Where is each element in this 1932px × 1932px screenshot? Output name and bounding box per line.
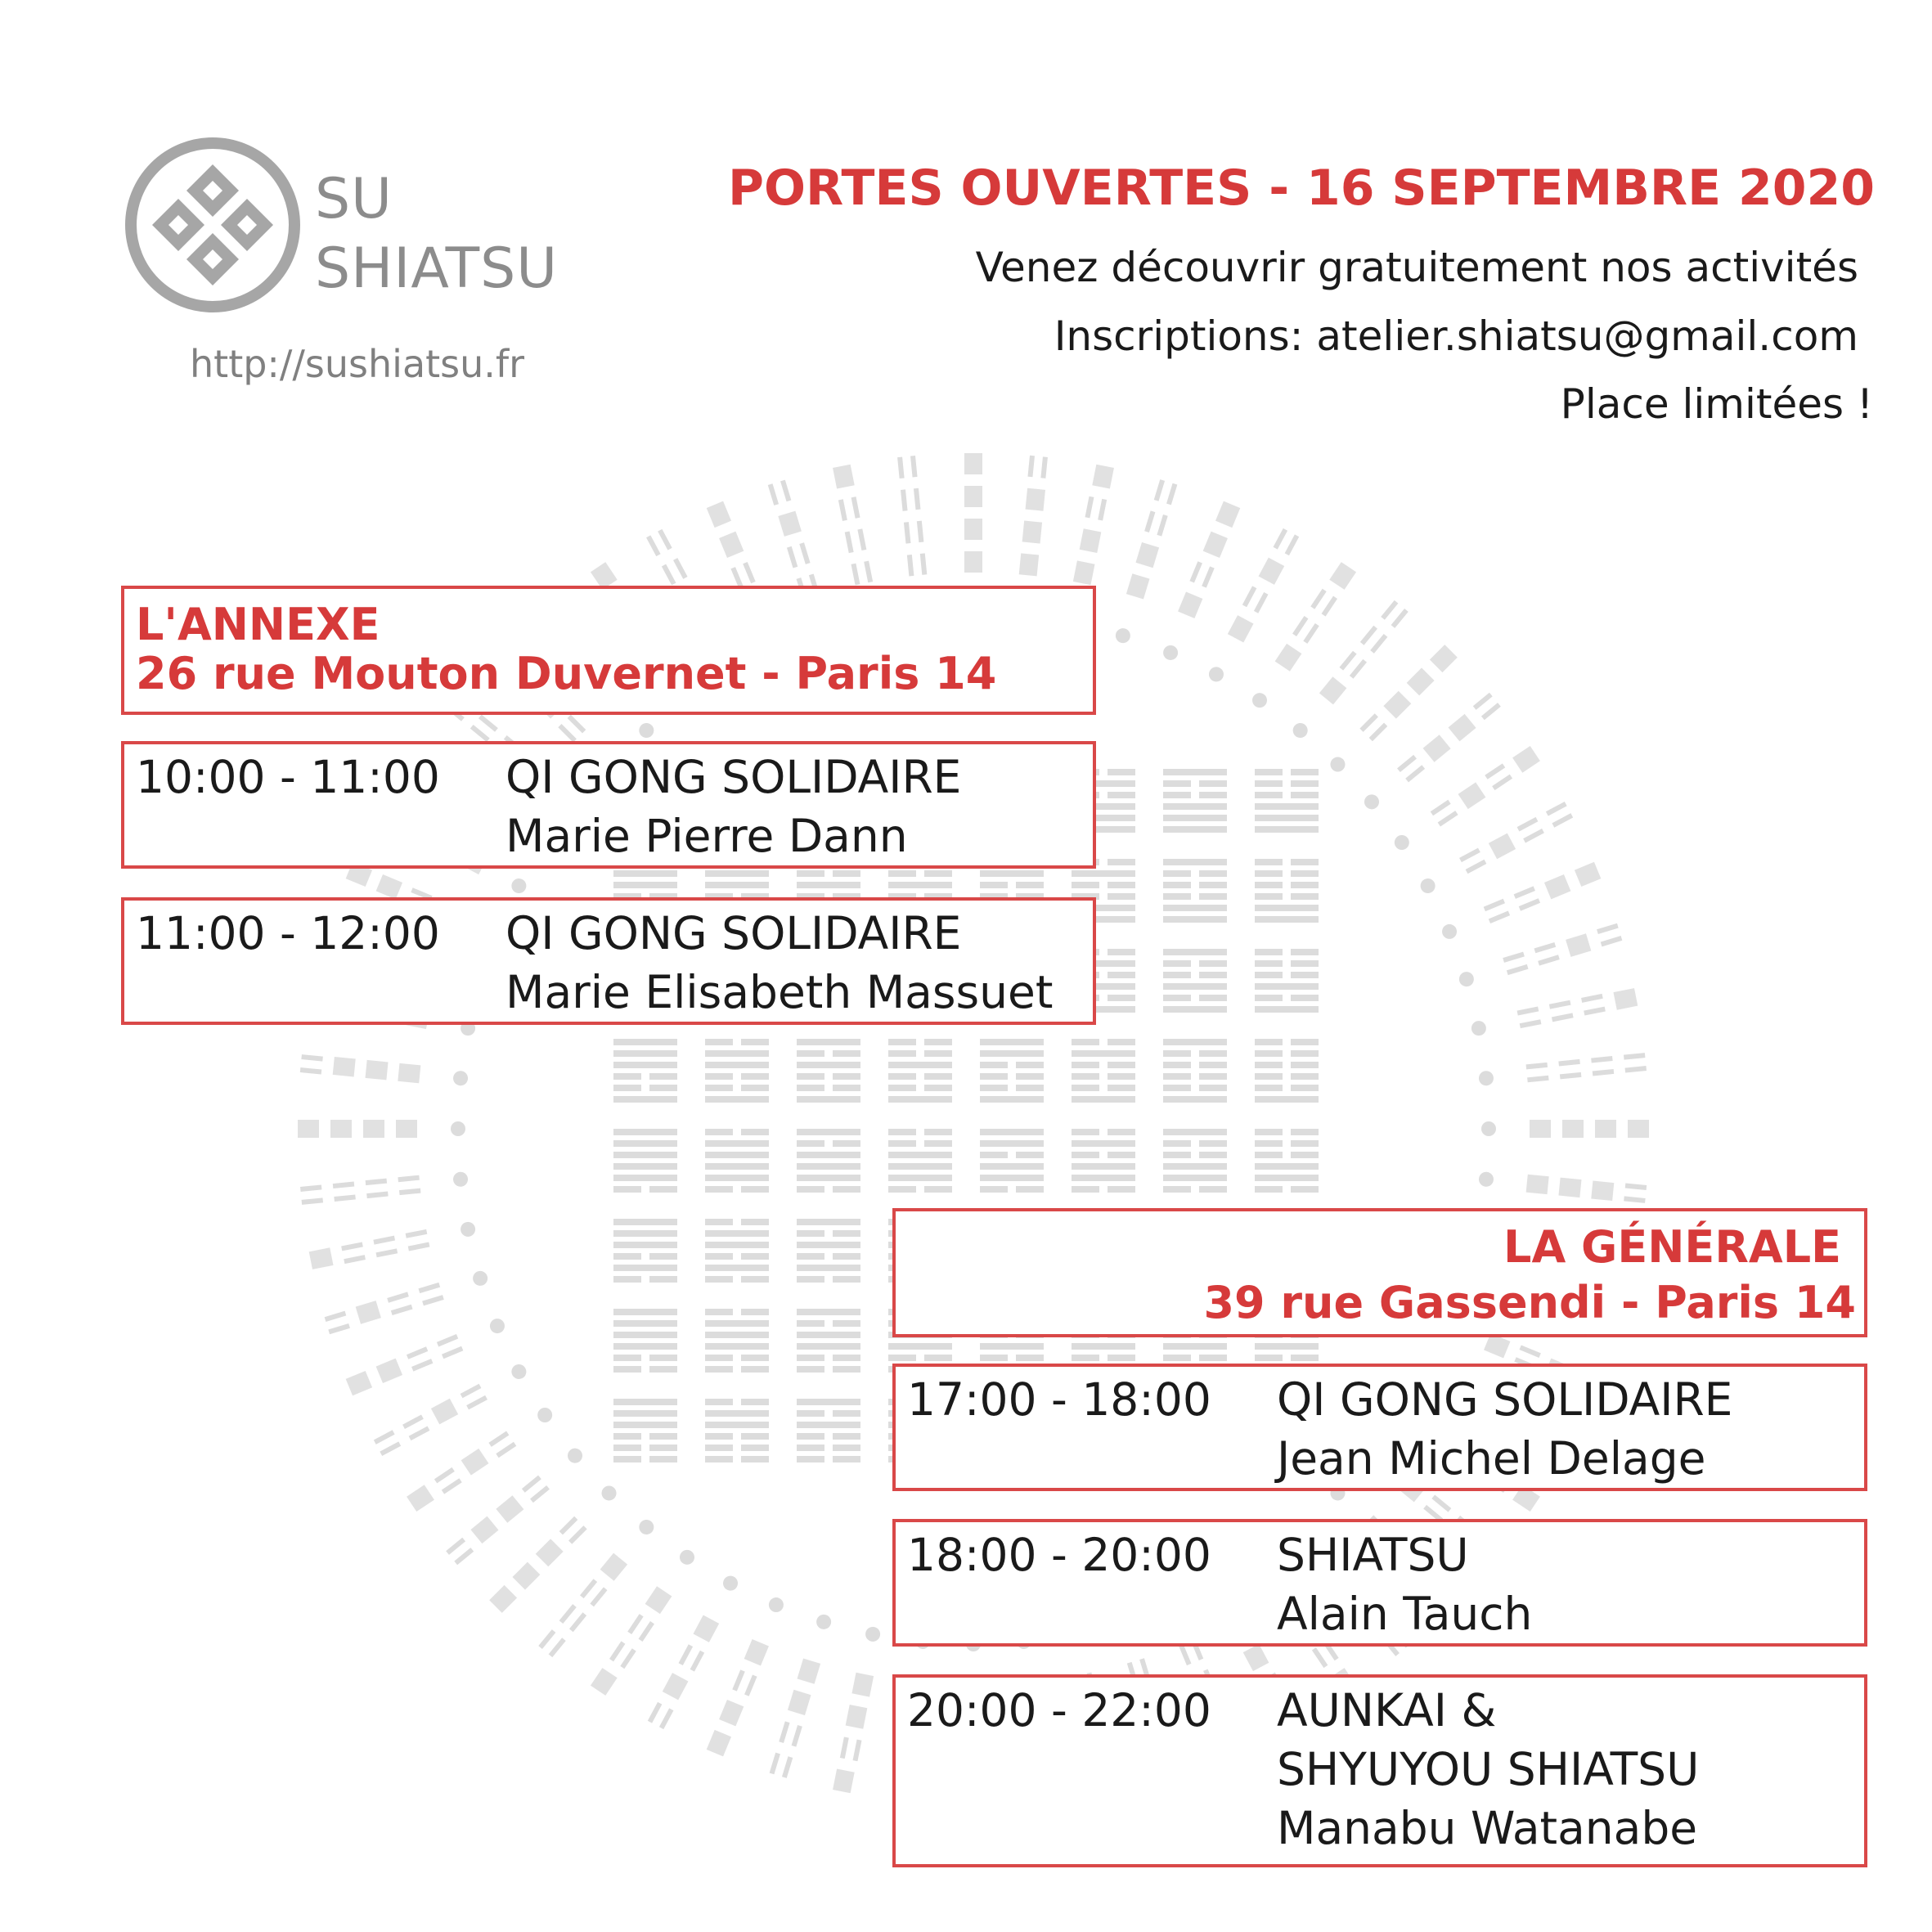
- venue-name: LA GÉNÉRALE: [1503, 1221, 1841, 1273]
- schedule-slot: [892, 1674, 1867, 1867]
- brand-name-line2: SHIATSU: [315, 236, 559, 301]
- slot-teacher: Marie Elisabeth Massuet: [505, 966, 1054, 1018]
- slot-activity: QI GONG SOLIDAIRE: [505, 751, 962, 803]
- venue-address: 39 rue Gassendi - Paris 14: [1203, 1277, 1856, 1328]
- slot-teacher: Marie Pierre Dann: [505, 810, 908, 862]
- inscriptions-email[interactable]: Inscriptions: atelier.shiatsu@gmail.com: [1054, 312, 1858, 360]
- brand-name-line1: SU: [315, 167, 393, 231]
- limited-places-note: Place limitées !: [1560, 380, 1873, 428]
- venue-name: L'ANNEXE: [136, 599, 380, 650]
- event-title: PORTES OUVERTES - 16 SEPTEMBRE 2020: [728, 160, 1875, 217]
- venue-header-generale: [892, 1208, 1867, 1337]
- slot-time: 20:00 - 22:00: [907, 1684, 1211, 1737]
- slot-activity: QI GONG SOLIDAIRE: [1277, 1373, 1733, 1426]
- schedule-slot: [892, 1364, 1867, 1491]
- slot-teacher: Alain Tauch: [1277, 1588, 1533, 1640]
- tagline: Venez découvrir gratuitement nos activités: [975, 244, 1858, 291]
- slot-time: 11:00 - 12:00: [136, 907, 440, 959]
- schedule-slot: [121, 741, 1096, 869]
- slot-activity: AUNKAI &: [1277, 1684, 1497, 1737]
- slot-time: 10:00 - 11:00: [136, 751, 440, 803]
- venue-header-annexe: [121, 586, 1096, 715]
- slot-activity: SHIATSU: [1277, 1529, 1469, 1581]
- venue-address: 26 rue Mouton Duvernet - Paris 14: [136, 648, 997, 699]
- slot-teacher: Manabu Watanabe: [1277, 1802, 1698, 1854]
- website-link[interactable]: http://sushiatsu.fr: [190, 342, 525, 386]
- slot-time: 18:00 - 20:00: [907, 1529, 1211, 1581]
- slot-time: 17:00 - 18:00: [907, 1373, 1211, 1426]
- slot-activity: QI GONG SOLIDAIRE: [505, 907, 962, 959]
- slot-teacher: Jean Michel Delage: [1277, 1432, 1706, 1485]
- schedule-slot: [121, 897, 1096, 1025]
- four-diamond-crest-icon: [123, 135, 303, 315]
- slot-activity: SHYUYOU SHIATSU: [1277, 1743, 1700, 1795]
- schedule-slot: [892, 1519, 1867, 1647]
